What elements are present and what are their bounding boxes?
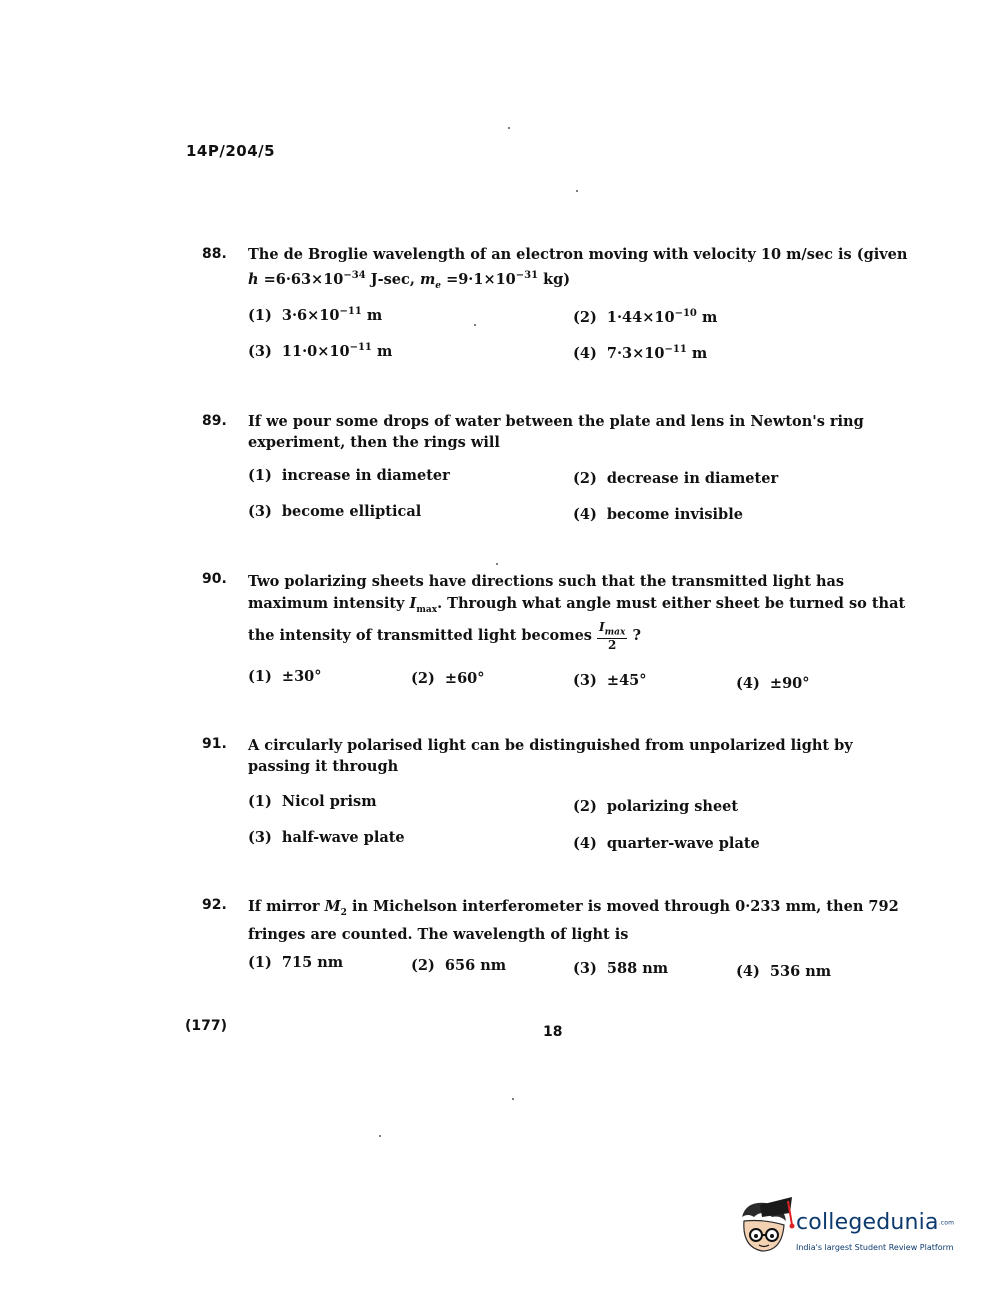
question-text-91: A circularly polarised light can be distinguished from unpolarized light by passing it through	[248, 737, 853, 775]
scan-speck	[379, 1135, 381, 1137]
option-90-2[interactable]: (2) ±60°	[411, 670, 485, 687]
question-text-88-constants: $h =6\cdot 63\times 10^{-34}$ J-sec, $m_e =9\cdot 1\times 10^{-31}$ kg)	[248, 270, 571, 291]
option-88-1[interactable]: (1) $3\cdot 6\times 10^{-11}$ m	[248, 306, 383, 324]
option-89-2[interactable]: (2) decrease in diameter	[573, 470, 779, 487]
option-92-2[interactable]: (2) 656 nm	[411, 957, 507, 974]
scan-speck	[576, 190, 578, 192]
option-91-2[interactable]: (2) polarizing sheet	[573, 798, 739, 815]
paper-serial: (177)	[185, 1018, 228, 1034]
option-92-3[interactable]: (3) 588 nm	[573, 960, 669, 977]
scan-speck	[496, 563, 498, 565]
option-91-1[interactable]: (1) Nicol prism	[248, 793, 377, 810]
booklet-code: 14P/204/5	[186, 142, 276, 160]
question-text-92: If mirror $M_2$ in Michelson interferometer is moved through 0·233 mm, then 792 fringes are counted. The wavelength of light is	[248, 898, 899, 943]
brand-name: collegedunia.com	[796, 1210, 955, 1235]
fraction-imax-over-2: $\frac{I_{max}}{2}$	[599, 619, 626, 653]
option-89-1[interactable]: (1) increase in diameter	[248, 467, 450, 484]
question-text-88	[248, 244, 918, 297]
question-number-91: 91.	[202, 736, 227, 752]
option-90-3[interactable]: (3) ±45°	[573, 672, 647, 689]
option-91-4[interactable]: (4) quarter-wave plate	[573, 835, 760, 852]
scan-speck	[508, 127, 510, 129]
option-91-3[interactable]: (3) half-wave plate	[248, 829, 405, 846]
option-89-3[interactable]: (3) become elliptical	[248, 503, 422, 520]
option-88-2[interactable]: (2) $1\cdot 44\times 10^{-10}$ m	[573, 308, 718, 326]
option-88-4[interactable]: (4) $7\cdot 3\times 10^{-11}$ m	[573, 344, 708, 362]
brand-tagline: India's largest Student Review Platform	[796, 1243, 954, 1252]
question-number-90: 90.	[202, 571, 227, 587]
option-89-4[interactable]: (4) become invisible	[573, 506, 743, 523]
question-text-89: If we pour some drops of water between the plate and lens in Newton's ring experiment, then the rings will	[248, 413, 864, 451]
question-text-88-main: The de Broglie wavelength of an electron moving with velocity 10 m/sec is (given	[248, 246, 908, 263]
question-number-92: 92.	[202, 897, 227, 913]
question-text-90: Two polarizing sheets have directions such that the transmitted light has maximum intensity $I_{max}$. Through what angle must either sheet be turned so that the intensity of transmitted light becomes $\frac{I_{max}}{2}$ ?	[248, 573, 906, 653]
question-number-88: 88.	[202, 246, 227, 262]
question-number-89: 89.	[202, 413, 227, 429]
option-90-1[interactable]: (1) ±30°	[248, 668, 322, 685]
option-92-1[interactable]: (1) 715 nm	[248, 954, 344, 971]
option-90-4[interactable]: (4) ±90°	[736, 675, 810, 692]
scan-speck	[474, 324, 476, 326]
page-number: 18	[543, 1024, 563, 1040]
option-92-4[interactable]: (4) 536 nm	[736, 963, 832, 980]
option-88-3[interactable]: (3) $11\cdot 0\times 10^{-11}$ m	[248, 342, 393, 360]
scan-speck	[512, 1098, 514, 1100]
